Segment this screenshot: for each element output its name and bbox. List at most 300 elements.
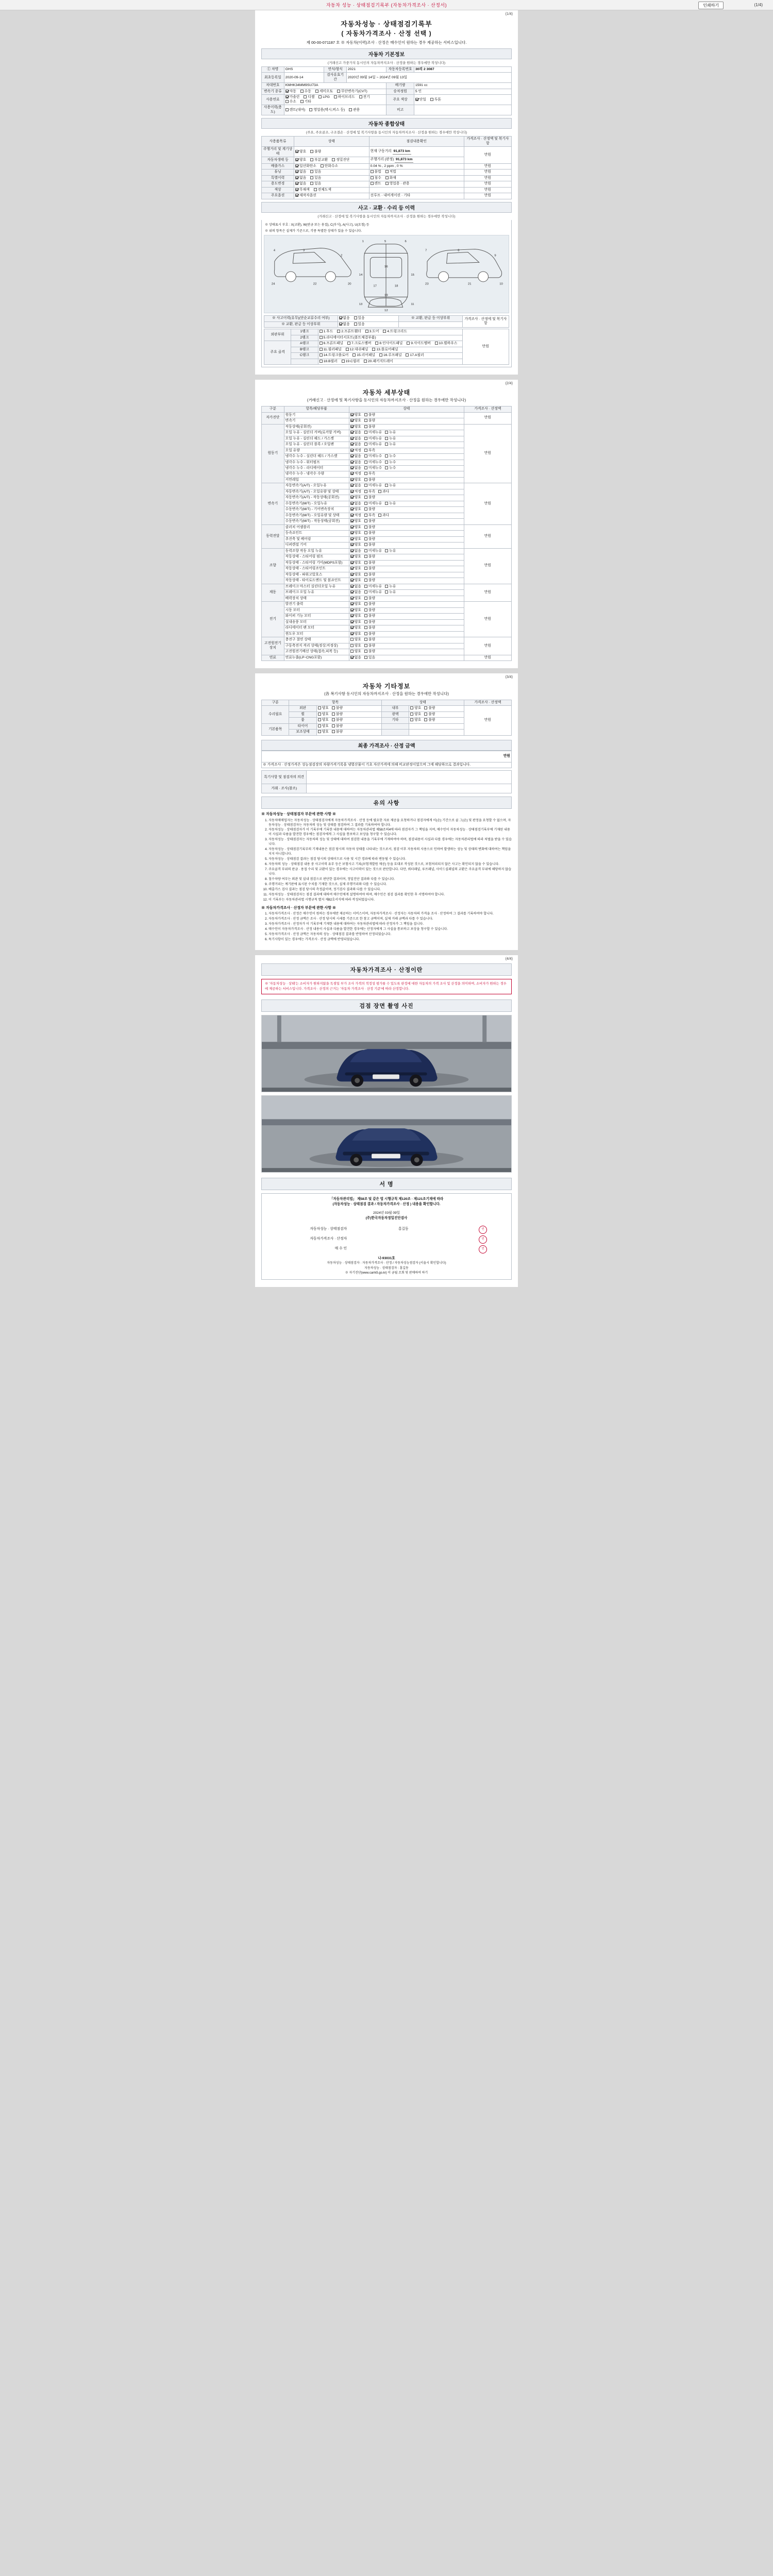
opt-p22[interactable]: 8.인사이드패널 (375, 342, 402, 346)
detail-state-1-8[interactable] (349, 471, 464, 477)
detail-1-6-opt-2[interactable] (385, 461, 396, 465)
detail-1-1-opt-2[interactable] (385, 431, 396, 435)
detail-5-2-opt-1[interactable] (364, 597, 375, 601)
detail-state-2-6[interactable] (349, 519, 464, 524)
detail-state-6-1[interactable] (349, 607, 464, 613)
opt-6-0[interactable]: 무채색 (295, 188, 310, 192)
detail-state-1-2[interactable] (349, 436, 464, 442)
checkbox-icon[interactable] (332, 158, 335, 161)
detail-6-4-opt-1[interactable] (364, 626, 375, 630)
detail-1-3-opt-2[interactable] (385, 443, 396, 447)
checkbox-icon[interactable] (410, 713, 413, 716)
detail-0-0-opt-1[interactable] (364, 413, 375, 417)
row-state-0[interactable] (294, 147, 369, 157)
detail-state-2-0[interactable] (349, 483, 464, 489)
opt-fuel-6[interactable]: 기타 (300, 100, 311, 104)
checkbox-icon[interactable] (350, 461, 354, 464)
detail-4-3-opt-1[interactable] (364, 567, 375, 571)
detail-3-0-opt-1[interactable] (364, 526, 375, 530)
checkbox-icon[interactable] (350, 449, 354, 452)
opt-p30[interactable]: 11.필러패널 (320, 348, 342, 352)
detail-2-4-opt-0[interactable] (350, 507, 361, 512)
opt-0-1[interactable]: 불량 (310, 150, 321, 154)
value-usage[interactable] (284, 105, 386, 115)
detail-2-1-opt-2[interactable] (378, 490, 389, 494)
detail-1-5-opt-0[interactable] (350, 454, 361, 459)
detail-2-1-opt-1[interactable] (364, 490, 375, 494)
etc-state2-4[interactable] (409, 730, 464, 735)
checkbox-icon[interactable] (364, 573, 367, 576)
detail-1-2-opt-2[interactable] (385, 437, 396, 441)
detail-5-2-opt-0[interactable] (350, 597, 361, 601)
detail-6-1-opt-1[interactable] (364, 608, 375, 613)
detail-state-2-5[interactable] (349, 513, 464, 518)
checkbox-icon[interactable] (350, 490, 354, 493)
opt-color-1[interactable]: 투톤 (430, 98, 441, 102)
detail-5-0-opt-1[interactable] (364, 585, 382, 589)
detail-state-4-2[interactable] (349, 560, 464, 566)
opt-frame-0[interactable]: 없음 (339, 316, 350, 320)
detail-2-3-opt-2[interactable] (385, 502, 396, 506)
detail-2-6-opt-1[interactable] (364, 519, 375, 523)
checkbox-icon[interactable] (295, 182, 298, 185)
detail-7-0-opt-0[interactable] (350, 638, 361, 642)
detail-4-0-opt-0[interactable] (350, 549, 361, 553)
detail-state-3-3[interactable] (349, 543, 464, 548)
row-state-5[interactable] (294, 181, 369, 187)
detail-state-8-0[interactable] (349, 655, 464, 660)
detail-7-1-opt-0[interactable] (350, 644, 361, 648)
etc-state2-3[interactable] (409, 723, 464, 729)
checkbox-icon[interactable] (354, 316, 357, 319)
opt-trans-1[interactable]: 수동 (300, 90, 311, 94)
detail-2-0-opt-2[interactable] (385, 484, 396, 488)
checkbox-icon[interactable] (407, 342, 410, 345)
detail-1-3-opt-1[interactable] (364, 443, 382, 447)
detail-1-8-opt-1[interactable] (364, 472, 375, 476)
detail-state-6-2[interactable] (349, 614, 464, 619)
opt-p23[interactable]: 9.사이드멤버 (407, 342, 431, 346)
checkbox-icon[interactable] (364, 507, 367, 511)
checkbox-icon[interactable] (350, 466, 354, 469)
checkbox-icon[interactable] (364, 449, 367, 452)
detail-4-1-opt-1[interactable] (364, 555, 375, 559)
checkbox-icon[interactable] (364, 597, 367, 600)
checkbox-icon[interactable] (295, 176, 298, 179)
checkbox-icon[interactable] (364, 519, 367, 522)
opt-usage-2[interactable]: 관용 (349, 108, 360, 112)
checkbox-icon[interactable] (350, 620, 354, 623)
checkbox-icon[interactable] (364, 443, 367, 446)
checkbox-icon[interactable] (350, 650, 354, 653)
opt-exchange-0[interactable]: 없음 (339, 323, 350, 327)
checkbox-icon[interactable] (350, 644, 354, 647)
opt-0-0[interactable]: 양호 (295, 150, 306, 154)
checkbox-icon[interactable] (295, 164, 298, 167)
checkbox-icon[interactable] (364, 632, 367, 635)
checkbox-icon[interactable] (379, 353, 382, 357)
detail-1-1-opt-0[interactable] (350, 431, 361, 435)
checkbox-icon[interactable] (424, 713, 427, 716)
checkbox-icon[interactable] (350, 419, 354, 422)
checkbox-icon[interactable] (364, 579, 367, 582)
detail-5-0-opt-2[interactable] (385, 585, 396, 589)
opt-p41[interactable]: 15.리어패널 (352, 353, 375, 358)
detail-2-0-opt-0[interactable] (350, 484, 361, 488)
panel-parts-1[interactable] (318, 335, 462, 341)
checkbox-icon[interactable] (364, 472, 367, 475)
value-trans[interactable] (284, 89, 386, 94)
opt-3-d0[interactable]: 불법 (371, 170, 381, 174)
detail-1-7-opt-2[interactable] (385, 466, 396, 470)
opt-p02[interactable]: 3.도어 (365, 330, 379, 334)
detail-4-5-opt-1[interactable] (364, 579, 375, 583)
detail-6-0-opt-0[interactable] (350, 602, 361, 606)
detail-1-4-opt-0[interactable] (350, 449, 361, 453)
checkbox-icon[interactable] (350, 507, 354, 511)
checkbox-icon[interactable] (364, 431, 367, 434)
detail-1-9-opt-1[interactable] (364, 478, 375, 482)
checkbox-icon[interactable] (295, 158, 298, 161)
etc-2-opt-0[interactable] (318, 718, 329, 722)
checkbox-icon[interactable] (364, 561, 367, 564)
detail-3-3-opt-0[interactable] (350, 543, 361, 547)
checkbox-icon[interactable] (385, 590, 388, 594)
opt-fuel-0[interactable]: 가솔린 (285, 95, 300, 99)
checkbox-icon[interactable] (364, 626, 367, 629)
detail-state-5-1[interactable] (349, 590, 464, 596)
checkbox-icon[interactable] (350, 454, 354, 457)
checkbox-icon[interactable] (352, 353, 356, 357)
detail-3-2-opt-0[interactable] (350, 537, 361, 541)
detail-state-1-1[interactable] (349, 430, 464, 436)
checkbox-icon[interactable] (354, 323, 357, 326)
opt-5-0[interactable]: 없음 (295, 182, 306, 186)
detail-4-2-opt-0[interactable] (350, 561, 361, 565)
opt-trans-0[interactable]: 자동 (285, 90, 296, 94)
checkbox-icon[interactable] (295, 170, 298, 173)
etc-3-opt-1[interactable] (332, 724, 343, 728)
checkbox-icon[interactable] (364, 608, 367, 612)
opt-p20[interactable]: 6.프론트패널 (320, 342, 344, 346)
detail-state-1-4[interactable] (349, 448, 464, 453)
checkbox-icon[interactable] (334, 95, 337, 98)
opt-fuel-3[interactable]: 하이브리드 (334, 95, 355, 99)
detail-2-0-opt-1[interactable] (364, 484, 382, 488)
detail-state-7-1[interactable] (349, 643, 464, 649)
checkbox-icon[interactable] (318, 713, 321, 716)
opt-exchange-1[interactable]: 있음 (354, 323, 365, 327)
detail-1-9-opt-0[interactable] (350, 478, 361, 482)
checkbox-icon[interactable] (424, 718, 427, 721)
checkbox-icon[interactable] (318, 718, 321, 721)
detail-state-1-3[interactable] (349, 442, 464, 448)
detail-0-1-opt-0[interactable] (350, 419, 361, 423)
checkbox-icon[interactable] (350, 656, 354, 659)
checkbox-icon[interactable] (364, 466, 367, 469)
checkbox-icon[interactable] (364, 413, 367, 416)
opt-p40[interactable]: 14.트렁크플로어 (320, 353, 349, 358)
opt-6-1[interactable]: 전체도색 (314, 188, 331, 192)
panel-parts-2[interactable] (318, 341, 462, 347)
checkbox-icon[interactable] (406, 353, 409, 357)
checkbox-icon[interactable] (346, 348, 349, 351)
detail-0-1-opt-1[interactable] (364, 419, 375, 423)
panel-parts-5[interactable] (318, 359, 462, 364)
opt-p50[interactable]: 18.B필러 (320, 360, 338, 364)
value-frame[interactable] (338, 316, 399, 321)
detail-2-4-opt-1[interactable] (364, 507, 375, 512)
etc-4-opt-0[interactable] (318, 730, 329, 734)
checkbox-icon[interactable] (337, 90, 340, 93)
checkbox-icon[interactable] (321, 164, 324, 167)
detail-state-3-2[interactable] (349, 536, 464, 542)
checkbox-icon[interactable] (364, 638, 367, 641)
detail-1-5-opt-2[interactable] (385, 454, 396, 459)
detail-state-2-2[interactable] (349, 495, 464, 501)
checkbox-icon[interactable] (350, 567, 354, 570)
opt-p10[interactable]: 5.라디에이터서포트(볼트체결부품) (320, 336, 376, 340)
opt-p01[interactable]: 2.프론트휀더 (337, 330, 361, 334)
detail-state-6-3[interactable] (349, 619, 464, 625)
opt-p00[interactable]: 1.후드 (320, 330, 333, 334)
detail-4-4-opt-0[interactable] (350, 573, 361, 577)
detail-2-5-opt-1[interactable] (364, 514, 375, 518)
checkbox-icon[interactable] (350, 543, 354, 546)
detail-8-0-opt-1[interactable] (364, 656, 375, 660)
opt-fuel-5[interactable]: 수소 (285, 100, 296, 104)
etc2-2-opt-0[interactable] (410, 718, 421, 722)
checkbox-icon[interactable] (285, 108, 289, 111)
checkbox-icon[interactable] (364, 555, 367, 558)
checkbox-icon[interactable] (318, 706, 321, 709)
checkbox-icon[interactable] (385, 454, 388, 457)
checkbox-icon[interactable] (350, 632, 354, 635)
etc-0-opt-1[interactable] (332, 706, 343, 710)
checkbox-icon[interactable] (350, 437, 354, 440)
detail-2-1-opt-0[interactable] (350, 490, 361, 494)
checkbox-icon[interactable] (364, 419, 367, 422)
detail-4-2-opt-1[interactable] (364, 561, 375, 565)
detail-state-1-7[interactable] (349, 466, 464, 471)
checkbox-icon[interactable] (372, 348, 375, 351)
checkbox-icon[interactable] (350, 537, 354, 540)
checkbox-icon[interactable] (364, 437, 367, 440)
value-exchange[interactable] (338, 321, 399, 327)
checkbox-icon[interactable] (350, 597, 354, 600)
checkbox-icon[interactable] (332, 706, 335, 709)
row-state-1[interactable] (294, 157, 369, 163)
checkbox-icon[interactable] (410, 706, 413, 709)
opt-usage-0[interactable]: 렌트(대여) (285, 108, 306, 112)
opt-1-1[interactable]: 부분교환 (310, 158, 328, 162)
checkbox-icon[interactable] (350, 413, 354, 416)
detail-6-3-opt-1[interactable] (364, 620, 375, 624)
checkbox-icon[interactable] (364, 567, 367, 570)
opt-p43[interactable]: 17.A필러 (406, 353, 424, 358)
detail-4-1-opt-0[interactable] (350, 555, 361, 559)
detail-state-1-5[interactable] (349, 454, 464, 460)
etc-1-opt-1[interactable] (332, 713, 343, 717)
checkbox-icon[interactable] (320, 353, 323, 357)
checkbox-icon[interactable] (415, 98, 418, 101)
checkbox-icon[interactable] (364, 484, 367, 487)
detail-8-0-opt-0[interactable] (350, 656, 361, 660)
detail-0-0-opt-0[interactable] (350, 413, 361, 417)
opt-p51[interactable]: 19.C필러 (342, 360, 360, 364)
etc2-0-opt-1[interactable] (424, 706, 435, 710)
detail-state-5-2[interactable] (349, 596, 464, 601)
print-button[interactable]: 인쇄하기 (698, 2, 724, 9)
etc-state-4[interactable] (316, 730, 381, 735)
checkbox-icon[interactable] (350, 484, 354, 487)
checkbox-icon[interactable] (364, 543, 367, 546)
detail-state-1-0[interactable] (349, 424, 464, 430)
opt-4-d0[interactable]: 침수 (371, 176, 381, 180)
detail-3-1-opt-1[interactable] (364, 531, 375, 535)
opt-7-0[interactable]: 제작자옵션 (295, 194, 316, 198)
detail-3-2-opt-1[interactable] (364, 537, 375, 541)
checkbox-icon[interactable] (385, 443, 388, 446)
detail-7-0-opt-1[interactable] (364, 638, 375, 642)
checkbox-icon[interactable] (285, 90, 289, 93)
opt-1-2[interactable]: 정밀진단 (332, 158, 349, 162)
opt-2-1[interactable]: 탄화수소 (321, 164, 338, 168)
detail-6-5-opt-0[interactable] (350, 632, 361, 636)
detail-6-4-opt-0[interactable] (350, 626, 361, 630)
checkbox-icon[interactable] (332, 718, 335, 721)
etc-state-1[interactable] (316, 711, 381, 717)
detail-state-0-0[interactable] (349, 412, 464, 418)
checkbox-icon[interactable] (364, 602, 367, 605)
panel-parts-4[interactable] (318, 353, 462, 359)
etc2-1-opt-1[interactable] (424, 713, 435, 717)
checkbox-icon[interactable] (385, 431, 388, 434)
checkbox-icon[interactable] (337, 330, 340, 333)
checkbox-icon[interactable] (364, 656, 367, 659)
detail-1-6-opt-0[interactable] (350, 461, 361, 465)
detail-1-7-opt-1[interactable] (364, 466, 382, 470)
detail-6-0-opt-1[interactable] (364, 602, 375, 606)
detail-state-6-4[interactable] (349, 625, 464, 631)
checkbox-icon[interactable] (364, 360, 367, 363)
detail-6-5-opt-1[interactable] (364, 632, 375, 636)
opt-fuel-4[interactable]: 전기 (359, 95, 370, 99)
checkbox-icon[interactable] (364, 526, 367, 529)
detail-1-8-opt-0[interactable] (350, 472, 361, 476)
checkbox-icon[interactable] (350, 531, 354, 534)
opt-3-1[interactable]: 있음 (310, 170, 321, 174)
checkbox-icon[interactable] (364, 614, 367, 617)
checkbox-icon[interactable] (349, 108, 352, 111)
value-color[interactable] (414, 95, 511, 105)
checkbox-icon[interactable] (364, 590, 367, 594)
checkbox-icon[interactable] (435, 342, 438, 345)
checkbox-icon[interactable] (364, 650, 367, 653)
checkbox-icon[interactable] (320, 348, 323, 351)
opt-frame-1[interactable]: 있음 (354, 316, 365, 320)
detail-state-5-0[interactable] (349, 584, 464, 589)
detail-state-7-2[interactable] (349, 649, 464, 655)
detail-state-1-6[interactable] (349, 460, 464, 465)
checkbox-icon[interactable] (309, 108, 312, 111)
opt-3-d1[interactable]: 적법 (385, 170, 396, 174)
opt-p21[interactable]: 7.크로스멤버 (347, 342, 372, 346)
opt-fuel-1[interactable]: 디젤 (304, 95, 314, 99)
checkbox-icon[interactable] (385, 549, 388, 552)
checkbox-icon[interactable] (350, 590, 354, 594)
checkbox-icon[interactable] (350, 626, 354, 629)
detail-7-2-opt-0[interactable] (350, 650, 361, 654)
checkbox-icon[interactable] (315, 90, 318, 93)
detail-state-4-1[interactable] (349, 554, 464, 560)
checkbox-icon[interactable] (320, 360, 323, 363)
checkbox-icon[interactable] (385, 182, 389, 185)
opt-4-1[interactable]: 있음 (310, 176, 321, 180)
detail-state-4-3[interactable] (349, 566, 464, 572)
checkbox-icon[interactable] (385, 585, 388, 588)
detail-1-2-opt-1[interactable] (364, 437, 382, 441)
detail-6-3-opt-0[interactable] (350, 620, 361, 624)
detail-1-1-opt-1[interactable] (364, 431, 382, 435)
checkbox-icon[interactable] (385, 466, 388, 469)
detail-state-4-0[interactable] (349, 548, 464, 554)
checkbox-icon[interactable] (320, 330, 323, 333)
detail-3-1-opt-0[interactable] (350, 531, 361, 535)
checkbox-icon[interactable] (364, 531, 367, 534)
detail-5-1-opt-0[interactable] (350, 590, 361, 595)
detail-2-5-opt-2[interactable] (378, 514, 389, 518)
checkbox-icon[interactable] (310, 170, 313, 173)
checkbox-icon[interactable] (332, 713, 335, 716)
checkbox-icon[interactable] (364, 502, 367, 505)
detail-2-2-opt-1[interactable] (364, 496, 375, 500)
checkbox-icon[interactable] (320, 342, 323, 345)
checkbox-icon[interactable] (295, 150, 298, 153)
checkbox-icon[interactable] (320, 336, 323, 339)
checkbox-icon[interactable] (350, 602, 354, 605)
detail-6-2-opt-0[interactable] (350, 614, 361, 618)
checkbox-icon[interactable] (430, 98, 433, 101)
checkbox-icon[interactable] (375, 342, 378, 345)
detail-2-3-opt-0[interactable] (350, 502, 361, 506)
panel-parts-3[interactable] (318, 347, 462, 352)
checkbox-icon[interactable] (364, 454, 367, 457)
checkbox-icon[interactable] (350, 608, 354, 612)
checkbox-icon[interactable] (365, 330, 368, 333)
checkbox-icon[interactable] (318, 730, 321, 733)
etc-4-opt-1[interactable] (332, 730, 343, 734)
opt-trans-2[interactable]: 세미오토 (315, 90, 333, 94)
checkbox-icon[interactable] (385, 484, 388, 487)
detail-6-2-opt-1[interactable] (364, 614, 375, 618)
etc-1-opt-0[interactable] (318, 713, 329, 717)
checkbox-icon[interactable] (383, 330, 386, 333)
detail-state-6-5[interactable] (349, 631, 464, 637)
opt-4-0[interactable]: 없음 (295, 176, 306, 180)
checkbox-icon[interactable] (304, 95, 307, 98)
detail-1-4-opt-1[interactable] (364, 449, 375, 453)
detail-state-3-1[interactable] (349, 531, 464, 536)
detail-1-6-opt-1[interactable] (364, 461, 382, 465)
checkbox-icon[interactable] (364, 620, 367, 623)
checkbox-icon[interactable] (385, 176, 389, 179)
detail-1-0-opt-1[interactable] (364, 425, 375, 429)
checkbox-icon[interactable] (364, 478, 367, 481)
etc2-1-opt-0[interactable] (410, 713, 421, 717)
detail-state-3-0[interactable] (349, 524, 464, 530)
opt-trans-3[interactable]: 무단변속기(CVT) (337, 90, 367, 94)
